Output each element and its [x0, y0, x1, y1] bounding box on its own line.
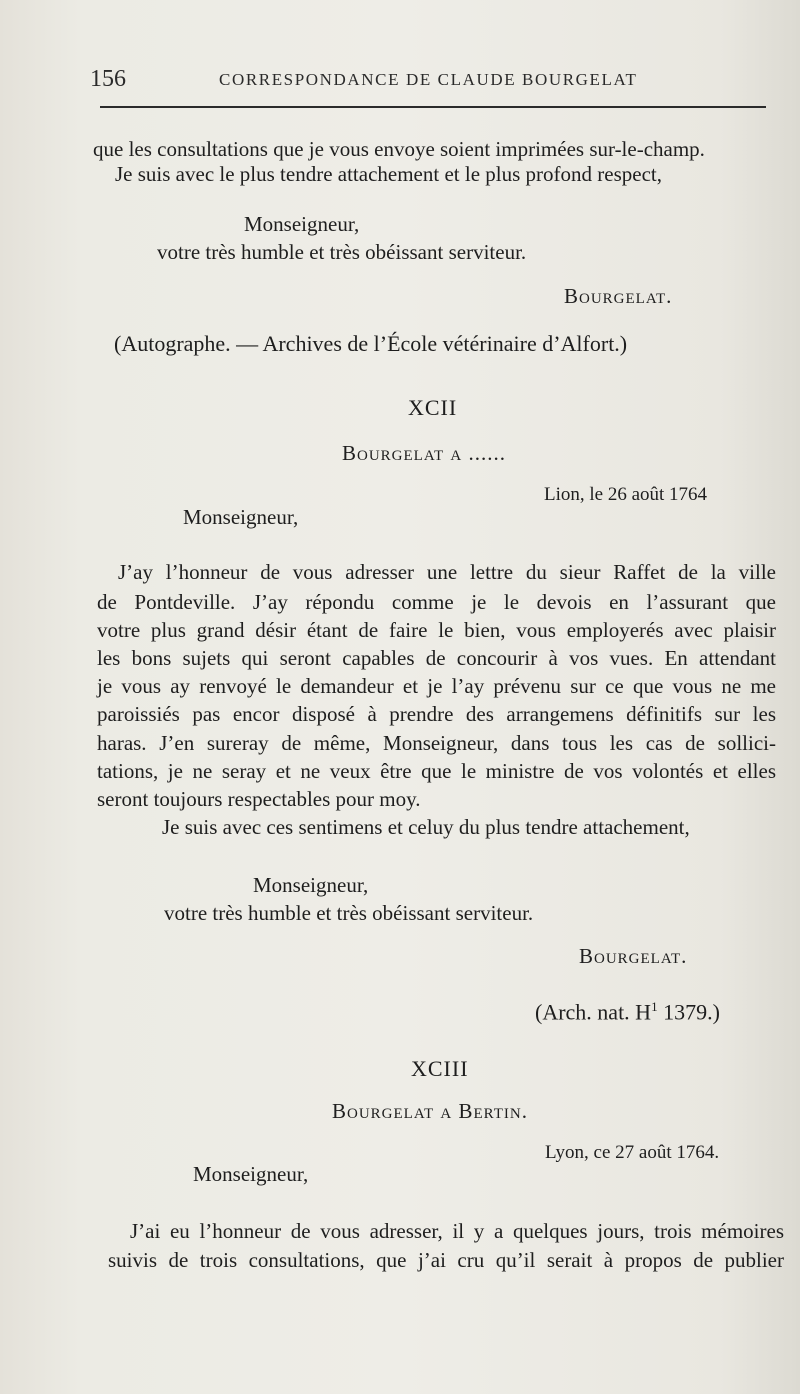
text-line: Je suis avec le plus tendre attachement et le plus profond respect,: [115, 162, 662, 186]
text-line: je vous ay renvoyé le demandeur et je l’ay prévenu sur ce que vous ne me: [97, 674, 776, 698]
source-superscript: 1: [651, 999, 658, 1014]
letter-heading: Bourgelat a ......: [342, 441, 506, 465]
text-line: paroissiés pas encor disposé à prendre des arrangemens définitifs sur les: [97, 702, 776, 726]
closing-formula: votre très humble et très obéissant serviteur.: [157, 240, 527, 264]
text-line: J’ay l’honneur de vous adresser une lettre du sieur Raffet de la ville: [118, 560, 776, 584]
salutation: Monseigneur,: [244, 212, 360, 236]
text-line: suivis de trois consultations, que j’ai cru qu’il serait à propos de publier: [108, 1248, 784, 1272]
place-date: Lion, le 26 août 1764: [544, 484, 708, 505]
page-number: 156: [90, 66, 126, 92]
text-line: que les consultations que je vous envoye soient imprimées sur-le-champ.: [93, 137, 705, 161]
text-line: seront toujours respectables pour moy.: [97, 787, 421, 811]
salutation: Monseigneur,: [183, 505, 299, 529]
letter-number: XCII: [408, 395, 458, 420]
text-line: haras. J’en sureray de même, Monseigneur, dans tous les cas de sollici-: [97, 731, 776, 755]
letter-number: XCIII: [411, 1056, 469, 1081]
header-rule: [100, 106, 766, 108]
text-line: J’ai eu l’honneur de vous adresser, il y a quelques jours, trois mémoires: [130, 1219, 784, 1243]
signature: Bourgelat.: [579, 944, 688, 968]
text-line: votre plus grand désir étant de faire le bien, vous employerés avec plaisir: [97, 618, 776, 642]
salutation: Monseigneur,: [193, 1162, 309, 1186]
closing-formula: votre très humble et très obéissant serviteur.: [164, 901, 534, 925]
text-line: tations, je ne seray et ne veux être que le ministre de vos volontés et elles: [97, 759, 776, 783]
running-title: CORRESPONDANCE DE CLAUDE BOURGELAT: [219, 70, 638, 89]
place-date: Lyon, ce 27 août 1764.: [545, 1142, 720, 1163]
text-line: de Pontdeville. J’ay répondu comme je le devois en l’assurant que: [97, 590, 776, 614]
source-note: (Autographe. — Archives de l’École vétérinaire d’Alfort.): [114, 331, 628, 356]
signature: Bourgelat.: [564, 284, 673, 308]
salutation: Monseigneur,: [253, 873, 369, 897]
source-note: (Arch. nat. $H^1$ 1379.): [535, 999, 720, 1025]
letter-heading: Bourgelat a Bertin.: [332, 1099, 529, 1123]
text-line: les bons sujets qui seront capables de concourir à vos vues. En attendant: [97, 646, 776, 670]
text-line: Je suis avec ces sentimens et celuy du plus tendre attachement,: [162, 815, 690, 839]
